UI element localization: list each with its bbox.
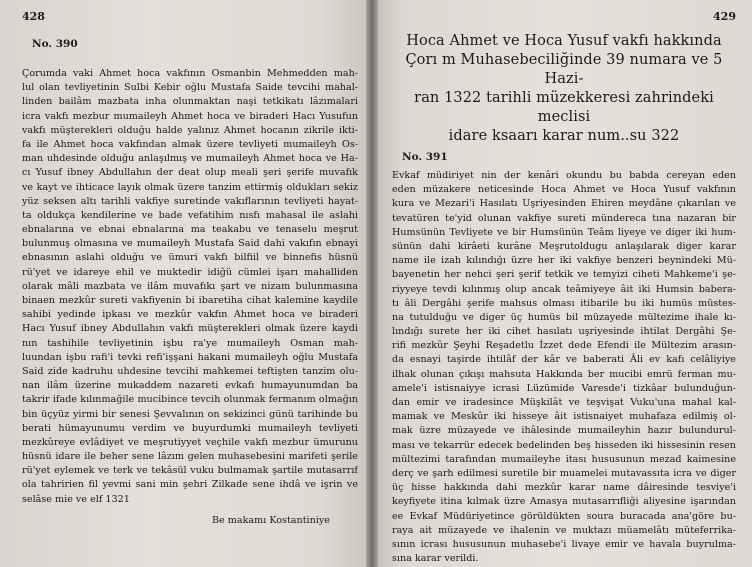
text-line: vakfı müşterekleri olduğu halde yalınız Ahmet hocanın zikrile ikti-	[22, 124, 358, 136]
text-line: berati hümayunumu verdim ve buyurdumki mumaileyh tevliyeti	[22, 422, 358, 434]
signature-line: Be makamı Kostantiniye	[212, 514, 330, 526]
heading-line: Çorı m Muhasebeciliğinde 39 numara ve 5 Hazi-	[405, 52, 723, 87]
text-line: ee Evkaf Müdüriyetince görüldükten soura buracada ana'göre bu-	[392, 510, 736, 522]
heading-line: ran 1322 tarihli müzekkeresi zahrindeki meclisi	[414, 90, 714, 125]
text-line: hüsnü idare ile beher sene lâzım gelen muhasebesini marifeti şerile	[22, 451, 358, 463]
page-number: 428	[22, 10, 45, 23]
text-line: linden bailâm mazbata inha olunmaktan naşi tetkikatı lâzımalari	[22, 96, 358, 108]
text-line: lındığı surete her iki cihet hasılatı uşriyesinde ihtilat Dergâhi Şe-	[392, 326, 736, 338]
document-number: No. 390	[32, 38, 78, 50]
text-line: selâse mie ve elf 1321	[22, 493, 130, 505]
text-line: rü'yet eylemek ve terk ve tekâsül vuku bulmamak şartile mutasarrıf	[22, 465, 358, 477]
text-line: Said zide kadruhu uhdesine tevcihi mahkemei teftişten tanzim olu-	[22, 365, 358, 377]
text-line: na tutulduğu ve diger üç humüs bil müzayede mültezime ihale kı-	[392, 311, 736, 323]
text-line: mültezimi tarafından mumaileyhe itası hususunun mezad kaimesine	[392, 453, 736, 465]
text-line: sına karar verildi.	[392, 553, 479, 565]
text-line: binaen mezkûr sureti vakfiyenin bi ibaretiha cihat kalemine kaydile	[22, 295, 358, 306]
text-line: rifi mezkûr Şeyhi Reşadetlu İzzet dede Efendi ile Mültezim arasın-	[392, 340, 736, 352]
text-line: Evkaf müdiriyet nin der kenâri okundu bu babda cereyan eden	[392, 170, 736, 181]
text-line: ola tahririen fil yevmi sani min şehri Zilkade sene ihdâ ve işrin ve	[22, 479, 358, 491]
text-line: yüz seksen altı tarihli vakfiye suretinde vakıflarının tevliyeti hayat-	[22, 195, 358, 207]
text-line: ebnasının aslahi olduğu ve ümuri vakfı bilfiil ve binnefis hüsnü	[22, 252, 358, 264]
text-line: ması ve tekarrür edecek bedelinden beş hisseden iki hissesinin resen	[392, 439, 736, 451]
text-line: icra vakfı mezbur mumaileyh Ahmet hoca ve biraderi Hacı Yusufun	[22, 110, 358, 122]
text-line: keyfiyete itina kılmak üzre Amasya mutasarrıfliği aliyesine işarından	[392, 496, 736, 508]
text-line: ilhak olunan çıkışı mahsuta Hakkında ber mucibi emrü ferman mu-	[392, 368, 736, 380]
text-line: sının icrası hususunun muhasebe'i livaye emir ve havala buyrulma-	[392, 538, 736, 550]
document-body	[22, 67, 358, 507]
text-line: mak üzre müzayede ve ihâlesinde mumaileyhin hazır bulundurul-	[392, 425, 736, 437]
text-line: raya ait müzayede ve ihalenin ve muktazı müamelâtı müteferrika-	[392, 524, 736, 536]
text-line: takrir ifade kılınmağile mucibince tevcih olunmak fermanım olmağın	[22, 394, 358, 406]
text-line: mamak ve Meskûr iki hisseye âit istisnaiyet muhafaza edilmiş ol-	[392, 411, 736, 423]
heading-line: Hoca Ahmet ve Hoca Yusuf vakfı hakkında	[406, 33, 722, 49]
text-line: derç ve şarh edilmesi suretile bir muamelei mutavassıta icra ve diger	[392, 467, 736, 479]
text-line: da esnayi taşirde ihtilâf der kâr ve baberati Âli ev kafı celâliyiye	[392, 354, 736, 366]
heading-line: idare ksaarı karar num..su 322	[448, 128, 680, 144]
right-page	[372, 0, 752, 567]
text-line: sünün dahi kirâeti kurâne Meşrutoldugu anlaşılarak diger karar	[392, 240, 736, 252]
text-line: üç hisse hakkında dahi mezkûr karar name dâiresinde tesviye'i	[392, 482, 736, 494]
text-line: nan ilâm üzerine mukaddem nazareti evkafı humayunumdan ba	[22, 380, 358, 392]
text-line: ebnalarına ve ebnai ebnalarına ma teakabu ve tenaselu meşrut	[22, 224, 358, 236]
text-line: bayenetin her nehci şeri şerif tetkik ve temyizi ciheti Mahkeme'i şe-	[392, 269, 736, 281]
page-number: 429	[713, 10, 736, 23]
text-line: tı âli Dergâhi şerife mahsus olması itibarile bu iki humüs müstes-	[392, 297, 736, 309]
text-line: bin üçyüz yirmi bir senesi Şevvalının on sekizinci günü tarihinde bu	[22, 408, 358, 420]
text-line: eden müzakere neticesinde Hoca Ahmet ve Hoca Yusuf vakfının	[392, 184, 736, 196]
text-line: lul olan tevliyetinin Sulbi Kebir oğlu Mustafa Saide tevcihi mahal-	[22, 82, 358, 94]
book-gutter	[366, 0, 378, 567]
text-line: tevatüren te'yid olunan vakfiye sureti mündereca tına nazaran bir	[392, 212, 736, 224]
text-line: ta oldukça kendilerine ve bade vefatihim nısfı mahasal ile aslahi	[22, 209, 358, 221]
document-number: No. 391	[402, 151, 448, 163]
document-body	[392, 169, 736, 566]
text-line: luundan işbu rafi'i tevki refi'işşani hakani mumaileyh oğlu Mustafa	[22, 351, 358, 363]
text-line: kura ve Mezari'i Hasılatı Uşriyesinden Ehiren meydâne çıkarılan ve	[392, 198, 736, 210]
document-heading	[392, 32, 736, 146]
text-line: bulunmuş olmasına ve mumaileyh Mustafa Said dahi vakıfın ebnayi	[22, 238, 358, 250]
text-line: mezkûreye evlâdiyet ve meşrutiyyet veçhile vakfı mezbur ümurunu	[22, 436, 358, 448]
text-line: rü'yet ve idareye ehil ve muktedir idiğü cümlei işarı mahalliden	[22, 266, 358, 278]
text-line: ve kayt ve ihticace layık olmak üzere tanzim ettirmiş oldukları sekiz	[22, 181, 358, 193]
text-line: Humsünün Tevliyete ve bir Humsünün Teâm liyeye ve diger iki hum-	[392, 226, 736, 238]
text-line: riyyeye tevdi kılınmış olup ancak teâmiyeye âit iki Humsin babera-	[392, 283, 736, 295]
text-line: olarak mâli mazbata ve ilâm muvafıkı şart ve nizam bulunmasına	[22, 280, 358, 292]
text-line: nın tashihile tevliyetinin işbu ra'ye mumaileyh Osman mah-	[22, 337, 358, 349]
text-line: dan emir ve iradesince Müşkilât ve teşvişat Vuku'una mahal kal-	[392, 397, 736, 408]
text-line: Hacı Yusuf ibney Abdullahın vakfı müşterekleri olmak üzere kaydi	[22, 323, 358, 335]
left-page	[0, 0, 372, 567]
text-line: sahibi yedinde ipkası ve mezkûr vakfın Ahmet hoca ve biraderi	[22, 309, 358, 321]
text-line: name ile izah kılındığı üzre her iki vakfiye benzeri beynindeki Mü-	[392, 255, 736, 267]
text-line: cı Yusuf ibney Abdullahın der deat olup meali şeri şerife muvafık	[22, 167, 358, 179]
text-line: fa ile Ahmet hoca vakfından almak üzere tevliyeti mumaileyh Os-	[22, 138, 358, 150]
text-line: Çorumda vaki Ahmet hoca vakfının Osmanbin Mehmedden mah-	[22, 68, 358, 79]
text-line: amele'i istisnaiyye icrasi Lüzümide Varesde'i tizkâar bulunduğun-	[392, 382, 736, 394]
text-line: man uhdesinde olduğu anlaşılmış ve mumaileyh Ahmet hoca ve Ha-	[22, 153, 358, 165]
